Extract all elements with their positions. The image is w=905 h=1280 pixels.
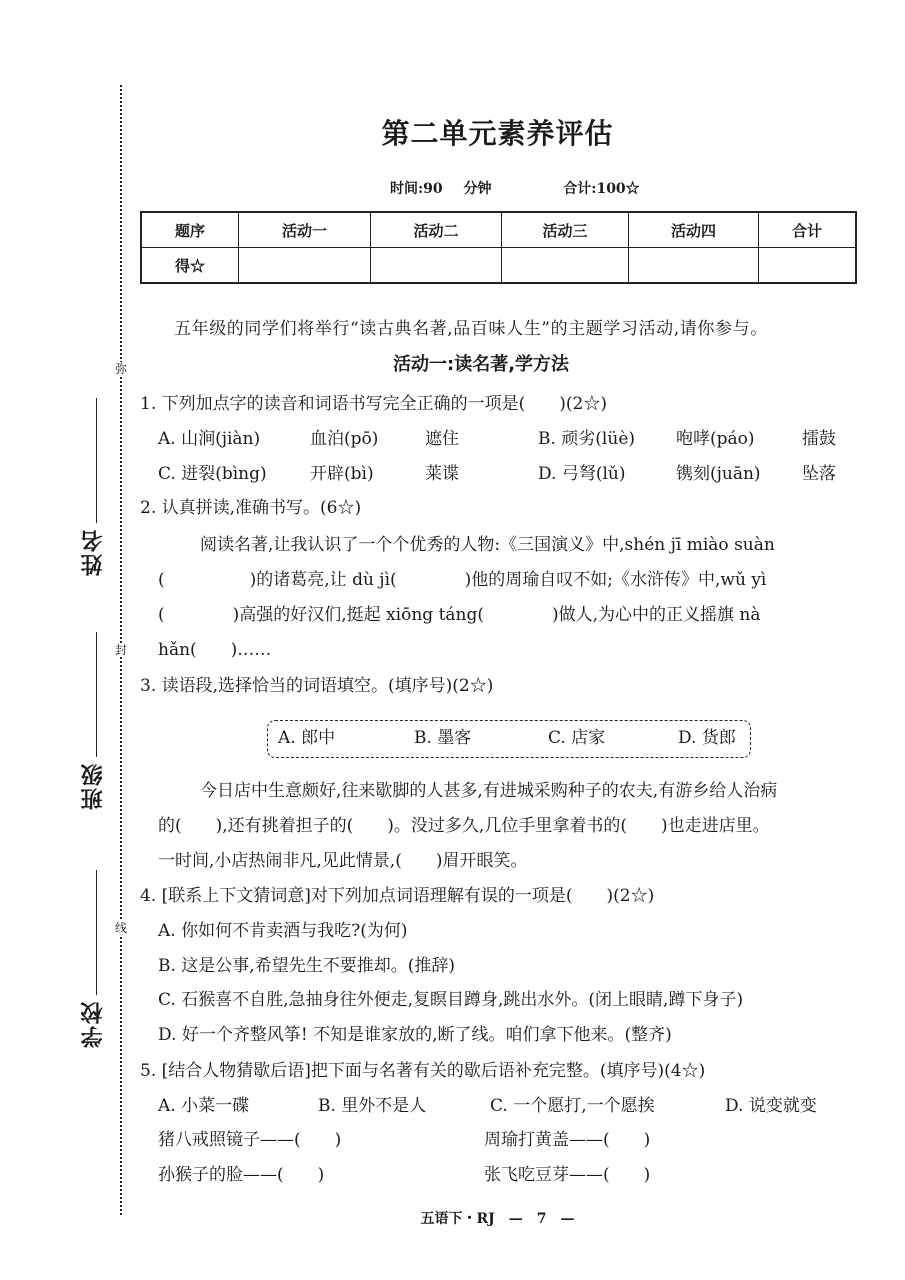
q5-item[interactable]: 猪八戒照镜子——( ) (158, 1130, 342, 1150)
q4-option-b[interactable]: B. 这是公事,希望先生不要推却。(推辞) (158, 956, 455, 976)
q1-option-d-3: 坠落 (802, 464, 836, 484)
q1-option-d-2: 镌刻(juān) (676, 464, 761, 484)
q1-option-c-1[interactable]: C. 迸裂(bìng) (158, 464, 267, 484)
q5-option-b: B. 里外不是人 (318, 1096, 427, 1116)
score-header: 合计 (759, 212, 857, 248)
q3-option-a: A. 郎中 (278, 728, 336, 748)
q1-option-c-3: 莱谍 (425, 464, 459, 484)
cut-mark-feng: 封 (114, 643, 127, 657)
exam-meta (390, 178, 640, 198)
page-title: 第二单元素养评估 (381, 117, 614, 150)
score-cell[interactable] (629, 248, 759, 284)
score-header: 活动三 (502, 212, 629, 248)
q1-option-a-3: 遮住 (425, 429, 459, 449)
q4-option-c[interactable]: C. 石猴喜不自胜,急抽身往外便走,复瞑目蹲身,跳出水外。(闭上眼睛,蹲下身子) (158, 990, 744, 1010)
score-table (140, 211, 857, 284)
q2-line[interactable]: ( )的诸葛亮,让 dù jì( )他的周瑜自叹不如;《水浒传》中,wǔ yì (158, 570, 767, 590)
q4-option-d[interactable]: D. 好一个齐整风筝! 不知是谁家放的,断了线。咱们拿下他来。(整齐) (158, 1025, 672, 1045)
name-label: 姓名 (81, 528, 106, 576)
q3-option-c: C. 店家 (548, 728, 606, 748)
q1-stem: 1. 下列加点字的读音和词语书写完全正确的一项是( )(2☆) (140, 394, 607, 414)
score-header: 活动一 (239, 212, 371, 248)
q1-option-b-1[interactable]: B. 顽劣(lüè) (538, 429, 636, 449)
school-label: 学校 (81, 1000, 106, 1048)
class-label: 班级 (81, 762, 106, 810)
q5-stem: 5. [结合人物猜歇后语]把下面与名著有关的歇后语补充完整。(填序号)(4☆) (140, 1061, 706, 1081)
q2-line[interactable]: ( )高强的好汉们,挺起 xiōng táng( )做人,为心中的正义摇旗 nà (158, 605, 761, 625)
q3-option-b: B. 墨客 (414, 728, 472, 748)
q5-option-c: C. 一个愿打,一个愿挨 (490, 1096, 655, 1116)
q2-stem: 2. 认真拼读,准确书写。(6☆) (140, 498, 362, 518)
name-write-line[interactable] (96, 398, 97, 523)
q1-option-a-1[interactable]: A. 山涧(jiàn) (158, 429, 261, 449)
school-write-line[interactable] (96, 870, 97, 995)
q5-item[interactable]: 张飞吃豆芽——( ) (484, 1165, 651, 1185)
score-header: 活动二 (371, 212, 502, 248)
cut-mark-mi: 弥 (114, 362, 127, 376)
score-row-label: 得☆ (141, 248, 239, 284)
q5-option-a: A. 小菜一碟 (158, 1096, 250, 1116)
q4-option-a[interactable]: A. 你如何不肯卖酒与我吃?(为何) (158, 921, 408, 941)
page-footer: 五语下・RJ — 7 — (420, 1211, 575, 1227)
cut-mark-xian: 线 (114, 921, 127, 935)
q1-option-d-1[interactable]: D. 弓弩(lǔ) (538, 464, 626, 484)
total-score: 合计:100☆ (563, 181, 640, 197)
q1-option-a-2: 血泊(pō) (310, 429, 379, 449)
time-limit: 时间:90 分钟 (390, 181, 492, 197)
intro-text: 五年级的同学们将举行“读古典名著,品百味人生”的主题学习活动,请你参与。 (174, 319, 768, 339)
q5-item[interactable]: 周瑜打黄盖——( ) (484, 1130, 651, 1150)
q3-passage-line[interactable]: 一时间,小店热闹非凡,见此情景,( )眉开眼笑。 (158, 851, 528, 871)
score-header: 活动四 (629, 212, 759, 248)
score-cell[interactable] (371, 248, 502, 284)
q5-item[interactable]: 孙猴子的脸——( ) (158, 1165, 325, 1185)
class-write-line[interactable] (96, 632, 97, 757)
q3-passage-line[interactable]: 的( ),还有挑着担子的( )。没过多久,几位手里拿着书的( )也走进店里。 (158, 816, 770, 836)
q1-option-b-2: 咆哮(páo) (676, 429, 755, 449)
score-header: 题序 (141, 212, 239, 248)
q3-passage-line: 今日店中生意颇好,往来歇脚的人甚多,有进城采购种子的农夫,有游乡给人治病 (200, 781, 778, 801)
q1-option-c-2: 开辟(bì) (310, 464, 374, 484)
q2-line[interactable]: hǎn( )…… (158, 640, 272, 660)
activity1-title: 活动一:读名著,学方法 (393, 354, 570, 375)
q3-stem: 3. 读语段,选择恰当的词语填空。(填序号)(2☆) (140, 676, 494, 696)
q1-option-b-3: 擂鼓 (802, 429, 836, 449)
q2-line: 阅读名著,让我认识了一个个优秀的人物:《三国演义》中,shén jī miào suàn (200, 535, 775, 555)
score-cell[interactable] (759, 248, 857, 284)
q3-option-d: D. 货郎 (678, 728, 736, 748)
q4-stem: 4. [联系上下文猜词意]对下列加点词语理解有误的一项是( )(2☆) (140, 886, 655, 906)
score-cell[interactable] (502, 248, 629, 284)
score-cell[interactable] (239, 248, 371, 284)
q5-option-d: D. 说变就变 (725, 1096, 817, 1116)
